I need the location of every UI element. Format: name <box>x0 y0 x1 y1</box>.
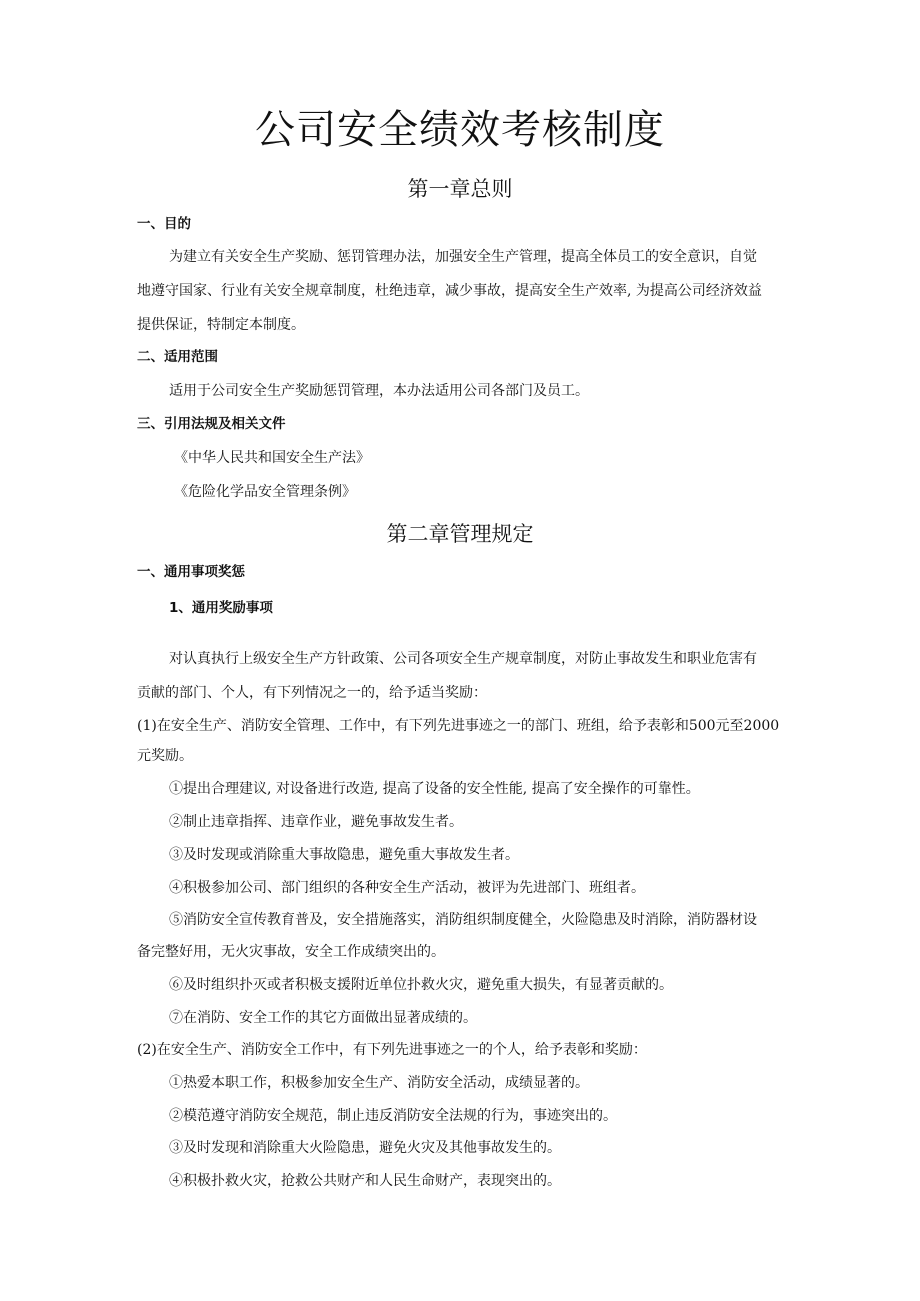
paragraph-line: 贡献的部门、个人，有下列情况之一的，给予适当奖励： <box>137 685 487 701</box>
list-item: (1)在安全生产、消防安全管理、工作中，有下列先进事迹之一的部门、班组，给予表彰和500元至2000 <box>137 718 780 734</box>
subsection-rewards-heading: 1、通用奖励事项 <box>169 600 273 616</box>
chapter-2-title: 第二章管理规定 <box>386 522 534 546</box>
section-purpose-heading: 一、目的 <box>137 216 191 232</box>
list-subitem: ②制止违章指挥、违章作业，避免事故发生者。 <box>169 814 463 830</box>
paragraph-line: 提供保证，特制定本制度。 <box>137 317 305 333</box>
reference-item: 《危险化学品安全管理条例》 <box>174 484 356 500</box>
section-scope-heading: 二、适用范围 <box>137 349 218 365</box>
list-subitem: ②模范遵守消防安全规范，制止违反消防安全法规的行为，事迹突出的。 <box>169 1108 617 1124</box>
paragraph-line: 为建立有关安全生产奖励、惩罚管理办法，加强安全生产管理，提高全体员工的安全意识，自觉 <box>169 249 757 265</box>
section-references-heading: 三、引用法规及相关文件 <box>137 416 286 432</box>
list-item-continuation: 元奖励。 <box>137 748 193 764</box>
list-subitem: ⑤消防安全宣传教育普及，安全措施落实，消防组织制度健全，火险隐患及时消除，消防器材设 <box>169 912 757 928</box>
chapter-1-title: 第一章总则 <box>407 177 513 201</box>
list-subitem: ④积极扑救火灾，抢救公共财产和人民生命财产，表现突出的。 <box>169 1173 561 1189</box>
list-subitem: ⑥及时组织扑灭或者积极支援附近单位扑救火灾，避免重大损失，有显著贡献的。 <box>169 977 673 993</box>
reference-item: 《中华人民共和国安全生产法》 <box>174 450 370 466</box>
list-subitem: ③及时发现和消除重大火险隐患，避免火灾及其他事故发生的。 <box>169 1140 561 1156</box>
list-item: (2)在安全生产、消防安全工作中，有下列先进事迹之一的个人，给予表彰和奖励： <box>137 1042 647 1058</box>
document-title: 公司安全绩效考核制度 <box>255 107 665 153</box>
list-subitem: ③及时发现或消除重大事故隐患，避免重大事故发生者。 <box>169 847 519 863</box>
list-subitem: ④积极参加公司、部门组织的各种安全生产活动，被评为先进部门、班组者。 <box>169 880 645 896</box>
paragraph-line: 地遵守国家、行业有关安全规章制度，杜绝违章，减少事故，提高安全生产效率, 为提高公司经济效益 <box>137 283 762 299</box>
list-subitem: ①提出合理建议, 对设备进行改造, 提高了设备的安全性能, 提高了安全操作的可靠性。 <box>169 781 700 797</box>
list-subitem-continuation: 备完整好用，无火灾事故，安全工作成绩突出的。 <box>137 944 445 960</box>
paragraph-line: 适用于公司安全生产奖励惩罚管理，本办法适用公司各部门及员工。 <box>169 383 589 399</box>
list-subitem: ①热爱本职工作，积极参加安全生产、消防安全活动，成绩显著的。 <box>169 1075 589 1091</box>
section-rewards-heading: 一、通用事项奖惩 <box>137 564 245 580</box>
list-subitem: ⑦在消防、安全工作的其它方面做出显著成绩的。 <box>169 1010 477 1026</box>
paragraph-line: 对认真执行上级安全生产方针政策、公司各项安全生产规章制度，对防止事故发生和职业危害有 <box>169 651 757 667</box>
